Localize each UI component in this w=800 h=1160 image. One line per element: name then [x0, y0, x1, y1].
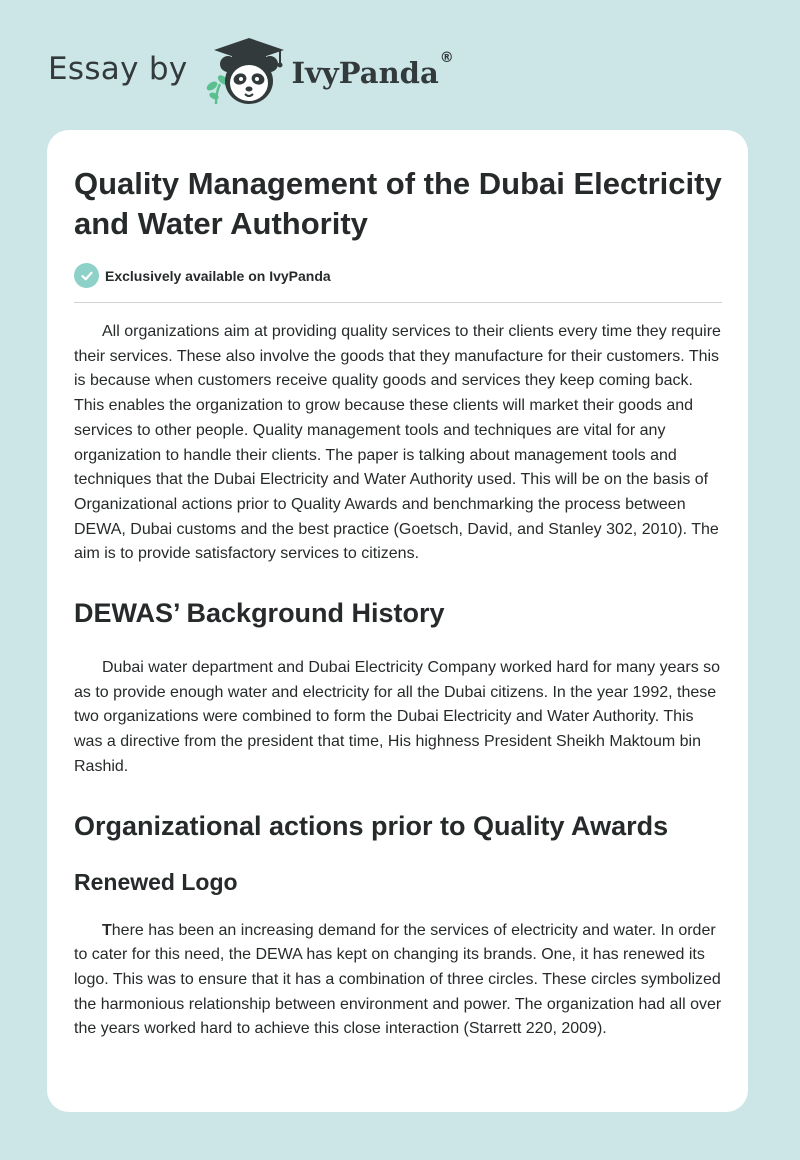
article-title: Quality Management of the Dubai Electricity and Water Authority — [74, 166, 722, 241]
subsection-heading-renewed-logo: Renewed Logo — [74, 868, 238, 895]
article-card — [47, 130, 748, 1112]
drop-letter: T — [102, 921, 112, 939]
background-paragraph: Dubai water department and Dubai Electricity Company worked hard for many years so as to provide enough water and electricity for all the Dubai citizens. In the year 1992, these two organizations were combined to form the Dubai Electricity and Water Authority. This was a directive from the president that time, His highness President Sheikh Maktoum bin Rashid. — [74, 659, 721, 775]
registered-mark: ® — [439, 50, 454, 66]
panda-mascot-icon — [202, 34, 288, 110]
check-mark-icon — [80, 269, 94, 283]
badge-text: Exclusively available on IvyPanda — [105, 267, 331, 284]
intro-paragraph: All organizations aim at providing quality services to their clients every time they require their services. These also involve the goods that they manufacture for their customers. This is because when customers receive quality goods and services they keep coming back. This enables the organization to grow because these clients will market their goods and services to other people. Quality management tools and techniques are vital for any organization to handle their clients. The paper is talking about management tools and techniques that the Dubai Electricity and Water Authority used. This will be on the basis of Organizational actions prior to Quality Awards and benchmarking the process between DEWA, Dubai customs and the best practice (Goetsch, David, and Stanley 302, 2010). The aim is to provide satisfactory services to citizens. — [74, 323, 721, 563]
renewed-logo-paragraph — [74, 919, 722, 1043]
section-heading-background-history: DEWAS’ Background History — [74, 598, 445, 629]
check-icon — [74, 263, 99, 288]
section-heading-quality-awards: Organizational actions prior to Quality Awards — [74, 810, 669, 841]
brand-prefix: Essay by — [48, 51, 188, 87]
site-logo[interactable] — [48, 34, 454, 110]
brand-name-text: IvyPanda — [291, 56, 439, 90]
brand-name — [291, 50, 454, 90]
renewed-logo-paragraph-text: here has been an increasing demand for the services of electricity and water. In order to cater for this need, the DEWA has kept on changing its brands. One, it has renewed its logo. This was to ensure that it has a combination of three circles. These circles symbolized the harmonious relationship between environment and power. The organization had all over the years worked hard to achieve this close interaction (Starrett 220, 2009). — [74, 921, 722, 1038]
exclusive-badge — [74, 263, 722, 303]
